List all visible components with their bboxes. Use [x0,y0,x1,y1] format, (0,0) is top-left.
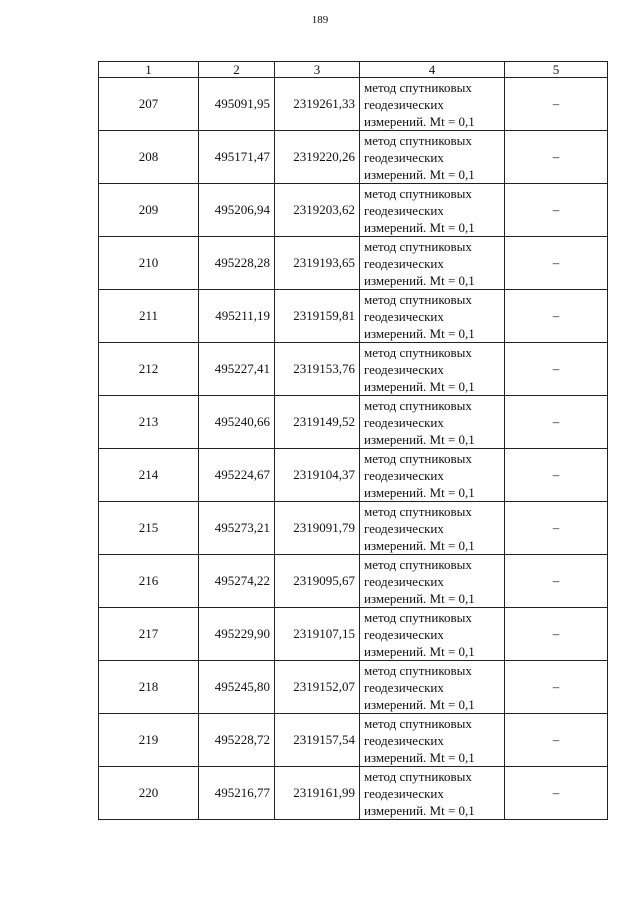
x-coordinate-cell: 495211,19 [199,290,275,343]
coordinates-table [98,61,608,820]
method-line: метод спутниковых [364,715,472,731]
method-cell [360,714,505,767]
method-line: геодезических [364,732,444,748]
note-cell: – [505,184,608,237]
point-number-cell: 216 [99,555,199,608]
y-coordinate-cell: 2319203,62 [275,184,360,237]
method-line: измерений. Mt = 0,1 [364,696,475,712]
method-line: измерений. Mt = 0,1 [364,749,475,765]
table-row [99,767,608,820]
method-line: геодезических [364,361,444,377]
y-coordinate-cell: 2319159,81 [275,290,360,343]
method-line: геодезических [364,308,444,324]
table-row [99,661,608,714]
method-line: метод спутниковых [364,503,472,519]
method-line: метод спутниковых [364,185,472,201]
y-coordinate-cell: 2319220,26 [275,131,360,184]
method-cell [360,449,505,502]
x-coordinate-cell: 495245,80 [199,661,275,714]
note-cell: – [505,555,608,608]
x-coordinate-cell: 495273,21 [199,502,275,555]
table-row [99,290,608,343]
x-coordinate-cell: 495227,41 [199,343,275,396]
y-coordinate-cell: 2319149,52 [275,396,360,449]
method-cell [360,131,505,184]
note-cell: – [505,449,608,502]
y-coordinate-cell: 2319091,79 [275,502,360,555]
header-col-2: 2 [199,62,275,78]
y-coordinate-cell: 2319107,15 [275,608,360,661]
method-line: измерений. Mt = 0,1 [364,378,475,394]
table-row [99,184,608,237]
note-cell: – [505,237,608,290]
method-line: метод спутниковых [364,556,472,572]
note-cell: – [505,78,608,131]
method-line: геодезических [364,255,444,271]
table-row [99,502,608,555]
x-coordinate-cell: 495229,90 [199,608,275,661]
method-line: геодезических [364,149,444,165]
note-cell: – [505,396,608,449]
method-cell [360,767,505,820]
method-line: метод спутниковых [364,768,472,784]
method-cell [360,78,505,131]
table-row [99,131,608,184]
method-line: измерений. Mt = 0,1 [364,113,475,129]
x-coordinate-cell: 495224,67 [199,449,275,502]
method-cell [360,555,505,608]
method-line: измерений. Mt = 0,1 [364,537,475,553]
table-row [99,237,608,290]
point-number-cell: 217 [99,608,199,661]
point-number-cell: 213 [99,396,199,449]
method-cell [360,396,505,449]
method-line: измерений. Mt = 0,1 [364,431,475,447]
point-number-cell: 209 [99,184,199,237]
y-coordinate-cell: 2319153,76 [275,343,360,396]
point-number-cell: 211 [99,290,199,343]
point-number-cell: 207 [99,78,199,131]
method-line: измерений. Mt = 0,1 [364,166,475,182]
header-col-3: 3 [275,62,360,78]
y-coordinate-cell: 2319157,54 [275,714,360,767]
note-cell: – [505,131,608,184]
header-row [99,62,608,78]
x-coordinate-cell: 495274,22 [199,555,275,608]
x-coordinate-cell: 495216,77 [199,767,275,820]
method-line: геодезических [364,96,444,112]
y-coordinate-cell: 2319161,99 [275,767,360,820]
point-number-cell: 220 [99,767,199,820]
x-coordinate-cell: 495228,28 [199,237,275,290]
method-line: измерений. Mt = 0,1 [364,219,475,235]
method-line: геодезических [364,202,444,218]
point-number-cell: 210 [99,237,199,290]
point-number-cell: 218 [99,661,199,714]
table-row [99,449,608,502]
y-coordinate-cell: 2319261,33 [275,78,360,131]
note-cell: – [505,343,608,396]
header-col-4: 4 [360,62,505,78]
note-cell: – [505,290,608,343]
x-coordinate-cell: 495206,94 [199,184,275,237]
method-line: измерений. Mt = 0,1 [364,325,475,341]
method-line: метод спутниковых [364,662,472,678]
x-coordinate-cell: 495171,47 [199,131,275,184]
note-cell: – [505,714,608,767]
method-cell [360,237,505,290]
method-line: геодезических [364,520,444,536]
method-line: геодезических [364,467,444,483]
point-number-cell: 212 [99,343,199,396]
y-coordinate-cell: 2319095,67 [275,555,360,608]
method-cell [360,343,505,396]
point-number-cell: 215 [99,502,199,555]
method-cell [360,608,505,661]
method-line: измерений. Mt = 0,1 [364,272,475,288]
point-number-cell: 214 [99,449,199,502]
table-header [99,62,608,78]
y-coordinate-cell: 2319104,37 [275,449,360,502]
method-line: метод спутниковых [364,79,472,95]
point-number-cell: 208 [99,131,199,184]
method-cell [360,502,505,555]
method-line: измерений. Mt = 0,1 [364,643,475,659]
method-line: измерений. Mt = 0,1 [364,484,475,500]
method-cell [360,184,505,237]
method-line: геодезических [364,679,444,695]
note-cell: – [505,767,608,820]
method-line: метод спутниковых [364,291,472,307]
table-row [99,78,608,131]
header-col-1: 1 [99,62,199,78]
table-row [99,555,608,608]
table-row [99,714,608,767]
header-col-5: 5 [505,62,608,78]
method-line: измерений. Mt = 0,1 [364,590,475,606]
note-cell: – [505,661,608,714]
method-line: метод спутниковых [364,609,472,625]
x-coordinate-cell: 495240,66 [199,396,275,449]
y-coordinate-cell: 2319193,65 [275,237,360,290]
method-line: геодезических [364,626,444,642]
method-line: геодезических [364,573,444,589]
table-row [99,608,608,661]
method-cell [360,661,505,714]
method-line: метод спутниковых [364,238,472,254]
table-body [99,78,608,820]
method-line: метод спутниковых [364,397,472,413]
x-coordinate-cell: 495091,95 [199,78,275,131]
table-row [99,343,608,396]
method-line: метод спутниковых [364,450,472,466]
y-coordinate-cell: 2319152,07 [275,661,360,714]
method-line: метод спутниковых [364,132,472,148]
x-coordinate-cell: 495228,72 [199,714,275,767]
method-line: измерений. Mt = 0,1 [364,802,475,818]
point-number-cell: 219 [99,714,199,767]
table-row [99,396,608,449]
note-cell: – [505,502,608,555]
method-line: метод спутниковых [364,344,472,360]
note-cell: – [505,608,608,661]
method-line: геодезических [364,785,444,801]
method-line: геодезических [364,414,444,430]
method-cell [360,290,505,343]
page-number: 189 [311,14,329,26]
